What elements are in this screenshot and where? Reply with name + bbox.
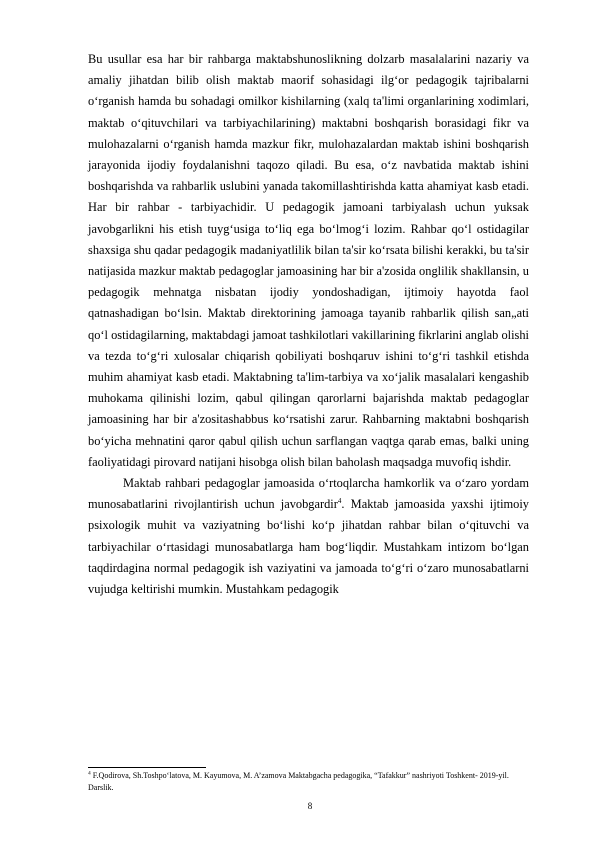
footnote bbox=[88, 770, 529, 793]
paragraph-2 bbox=[88, 473, 529, 600]
paragraph-2-continued: . Maktab jamoasida yaxshi ijtimoiy psixologik muhit va vaziyatning bo‘lishi ko‘p jihatdan rahbar bilan o‘qituvchi va tarbiyachilar o‘rtasidagi munosabatlarga ham bog‘liqdir. Mustahkam intizom bo‘lgan taqdirdagina normal pedagogik ish vaziyatini va jamoada to‘g‘ri o‘zaro munosabatlarni vujudga keltirishi mumkin. Mustahkam pedagogik bbox=[88, 497, 529, 597]
footnote-text: F.Qodirova, Sh.Toshpo‘latova, M. Kayumova, M. A’zamova Maktabgacha pedagogika, “Tafakkur” nashriyoti Toshkent- 2019-yil. Darslik. bbox=[88, 771, 509, 792]
footnote-reference[interactable]: 4 bbox=[337, 497, 342, 506]
paragraph-2-text: Maktab rahbari pedagoglar jamoasida o‘rtoqlarcha hamkorlik va o‘zaro yordam munosabatlarini rivojlantirish uchun javobgardir bbox=[88, 476, 529, 512]
page-number: 8 bbox=[307, 801, 313, 811]
body-text bbox=[88, 49, 529, 600]
paragraph-1: Bu usullar esa har bir rahbarga maktabshunoslikning dolzarb masalalarini nazariy va amaliy jihatdan bilib olish maktab maorif sohasidagi ilg‘or pedagogik tajribalarni o‘rganish hamda bu sohadagi omilkor kishilarning (xalq ta'limi organlarining xodimlari, maktab o‘qituvchilari va tarbiyachilarining) maktabni boshqarish borasidagi fikr va mulohazalarni o‘rganish hamda mazkur fikr, mulohazalardan maktab ishini boshqarish jarayonida ijodiy foydalanishni taqozo qiladi. Bu esa, o‘z navbatida maktab ishini boshqarishda va rahbarlik uslubini yanada takomillashtirishda katta ahamiyat kasb etadi. Har bir rahbar - tarbiyachidir. U pedagogik jamoani tarbiyalash uchun yuksak javobgarlikni his etish tuyg‘usiga to‘liq ega bo‘lmog‘i lozim. Rahbar qo‘l ostidagilar shaxsiga shu qadar pedagogik madaniyatlilik bilan ta'sir ko‘rsata bilishi kerakki, bu ta'sir natijasida mazkur maktab pedagoglar jamoasining har bir a'zosida onglilik shakllansin, u pedagogik mehnatga nisbatan ijodiy yondoshadigan, ijtimoiy hayotda faol qatnashadigan bo‘lsin. Maktab direktorining jamoaga tayanib rahbarlik qilish san„ati qo‘l ostidagilarning, maktabdagi jamoat tashkilotlari vakillarining fikrlarini anglab olishi va tezda to‘g‘ri xulosalar chiqarish qobiliyati boshqaruv ishini to‘g‘ri tashkil etishda muhim ahamiyat kasb etadi. Maktabning ta'lim-tarbiya va xo‘jalik masalalari kengashib muhokama qilinishi lozim, qabul qilingan qarorlarni bajarishda maktab pedagoglar jamoasining har bir a'zositashabbus ko‘rsatishi zarur. Rahbarning maktabni boshqarish bo‘yicha mehnatini qaror qabul qilish uchun sarflangan vaqtga qarab emas, balki uning faoliyatidagi pirovard natijani hisobga olish bilan baholash maqsadga muvofiq ishdir. bbox=[88, 52, 529, 469]
footnote-separator bbox=[88, 767, 206, 768]
footnote-mark: 4 bbox=[88, 770, 91, 777]
